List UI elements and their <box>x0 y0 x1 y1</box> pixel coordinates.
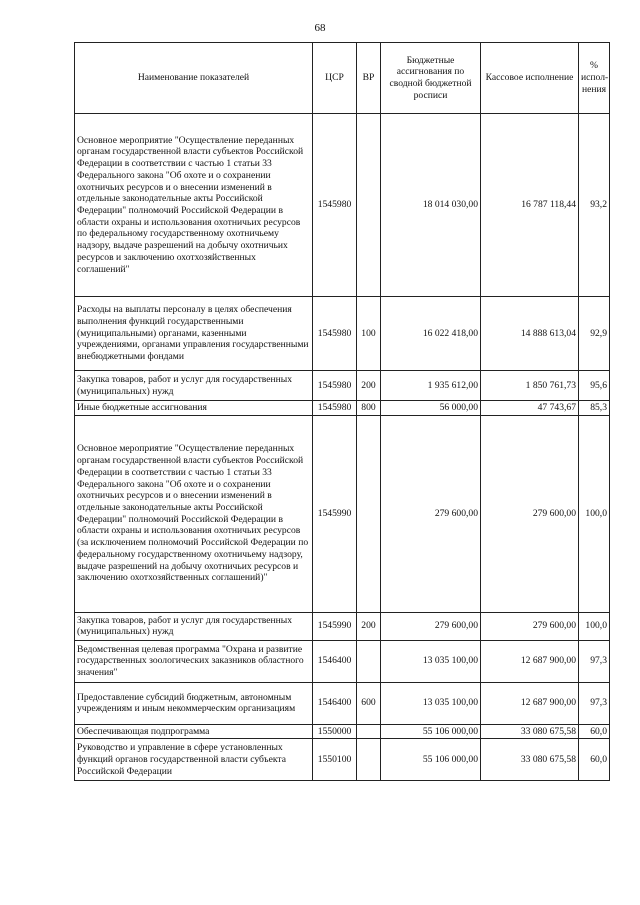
row-budget: 1 935 612,00 <box>381 371 481 401</box>
row-vr: 200 <box>357 371 381 401</box>
row-vr <box>357 114 381 297</box>
row-percent: 97,3 <box>579 640 610 682</box>
row-csr: 1546400 <box>313 682 357 724</box>
row-vr: 200 <box>357 612 381 640</box>
row-percent: 97,3 <box>579 682 610 724</box>
table-row <box>75 724 610 739</box>
row-cash: 14 888 613,04 <box>481 297 579 371</box>
row-name: Основное мероприятие "Осуществление переданных органам государственной власти субъектов Российской Федерации в соответствии с частью 1 статьи 33 Федерального закона "Об охоте и о сохранении охотничьих ресурсов и о внесении изменений в отдельные законодательные акты Российской Федерации" полномочий Российской Федерации в области охраны и использования охотничьих ресурсов по федеральному государственному охотничьему надзору, выдаче разрешений на добычу охотничьих ресурсов и заключению охотхозяйственных соглашений" <box>75 114 313 297</box>
table-row <box>75 612 610 640</box>
row-budget: 13 035 100,00 <box>381 682 481 724</box>
row-cash: 33 080 675,58 <box>481 739 579 781</box>
row-budget: 16 022 418,00 <box>381 297 481 371</box>
row-percent: 85,3 <box>579 401 610 416</box>
row-name: Ведомственная целевая программа "Охрана и развитие государственных зоологических заказников областного значения" <box>75 640 313 682</box>
row-cash: 33 080 675,58 <box>481 724 579 739</box>
table-row <box>75 371 610 401</box>
table-row <box>75 682 610 724</box>
row-cash: 47 743,67 <box>481 401 579 416</box>
row-cash: 16 787 118,44 <box>481 114 579 297</box>
row-cash: 12 687 900,00 <box>481 640 579 682</box>
table-row <box>75 401 610 416</box>
header-csr: ЦСР <box>313 43 357 114</box>
row-csr: 1545980 <box>313 297 357 371</box>
row-percent: 100,0 <box>579 415 610 612</box>
table-row <box>75 739 610 781</box>
table-header-row <box>75 43 610 114</box>
row-name: Обеспечивающая подпрограмма <box>75 724 313 739</box>
row-vr <box>357 640 381 682</box>
row-cash: 12 687 900,00 <box>481 682 579 724</box>
table-row <box>75 114 610 297</box>
row-budget: 18 014 030,00 <box>381 114 481 297</box>
table-row <box>75 297 610 371</box>
header-indicator-name: Наименование показателей <box>75 43 313 114</box>
page-number: 68 <box>314 22 326 34</box>
row-budget: 55 106 000,00 <box>381 739 481 781</box>
row-csr: 1545980 <box>313 114 357 297</box>
table-row <box>75 415 610 612</box>
header-execution-percent: % испол-нения <box>579 43 610 114</box>
row-name: Основное мероприятие "Осуществление переданных органам государственной власти субъектов Российской Федерации в соответствии с частью 1 статьи 33 Федерального закона "Об охоте и о сохранении охотничьих ресурсов и о внесении изменений в отдельные законодательные акты Российской Федерации" полномочий Российской Федерации в области охраны и использования охотничьих ресурсов (за исключением полномочий Российской Федерации по федеральному государственному охотничьему надзору, выдаче разрешений на добычу охотничьих ресурсов и заключению охотхозяйственных соглашений)" <box>75 415 313 612</box>
row-csr: 1546400 <box>313 640 357 682</box>
row-vr <box>357 415 381 612</box>
row-budget: 13 035 100,00 <box>381 640 481 682</box>
row-percent: 60,0 <box>579 724 610 739</box>
row-vr <box>357 724 381 739</box>
row-budget: 279 600,00 <box>381 612 481 640</box>
row-vr: 600 <box>357 682 381 724</box>
table-row <box>75 640 610 682</box>
row-csr: 1545990 <box>313 612 357 640</box>
row-percent: 93,2 <box>579 114 610 297</box>
budget-execution-table <box>74 42 610 781</box>
row-csr: 1550000 <box>313 724 357 739</box>
row-name: Закупка товаров, работ и услуг для государственных (муниципальных) нужд <box>75 612 313 640</box>
row-vr: 100 <box>357 297 381 371</box>
row-name: Предоставление субсидий бюджетным, автономным учреждениям и иным некоммерческим организациям <box>75 682 313 724</box>
row-name: Иные бюджетные ассигнования <box>75 401 313 416</box>
row-vr <box>357 739 381 781</box>
row-budget: 279 600,00 <box>381 415 481 612</box>
header-budget-allocations: Бюджетные ассигнования по сводной бюджетной росписи <box>381 43 481 114</box>
row-csr: 1545980 <box>313 371 357 401</box>
row-csr: 1545980 <box>313 401 357 416</box>
row-cash: 1 850 761,73 <box>481 371 579 401</box>
header-vr: ВР <box>357 43 381 114</box>
row-percent: 60,0 <box>579 739 610 781</box>
row-name: Закупка товаров, работ и услуг для государственных (муниципальных) нужд <box>75 371 313 401</box>
row-csr: 1550100 <box>313 739 357 781</box>
row-percent: 100,0 <box>579 612 610 640</box>
row-vr: 800 <box>357 401 381 416</box>
row-percent: 92,9 <box>579 297 610 371</box>
row-budget: 55 106 000,00 <box>381 724 481 739</box>
row-cash: 279 600,00 <box>481 612 579 640</box>
row-budget: 56 000,00 <box>381 401 481 416</box>
row-cash: 279 600,00 <box>481 415 579 612</box>
row-csr: 1545990 <box>313 415 357 612</box>
row-name: Руководство и управление в сфере установленных функций органов государственной власти субъекта Российской Федерации <box>75 739 313 781</box>
header-cash-execution: Кассовое исполнение <box>481 43 579 114</box>
row-name: Расходы на выплаты персоналу в целях обеспечения выполнения функций государственными (муниципальными) органами, казенными учреждениями, органами управления государственными внебюджетными фондами <box>75 297 313 371</box>
row-percent: 95,6 <box>579 371 610 401</box>
